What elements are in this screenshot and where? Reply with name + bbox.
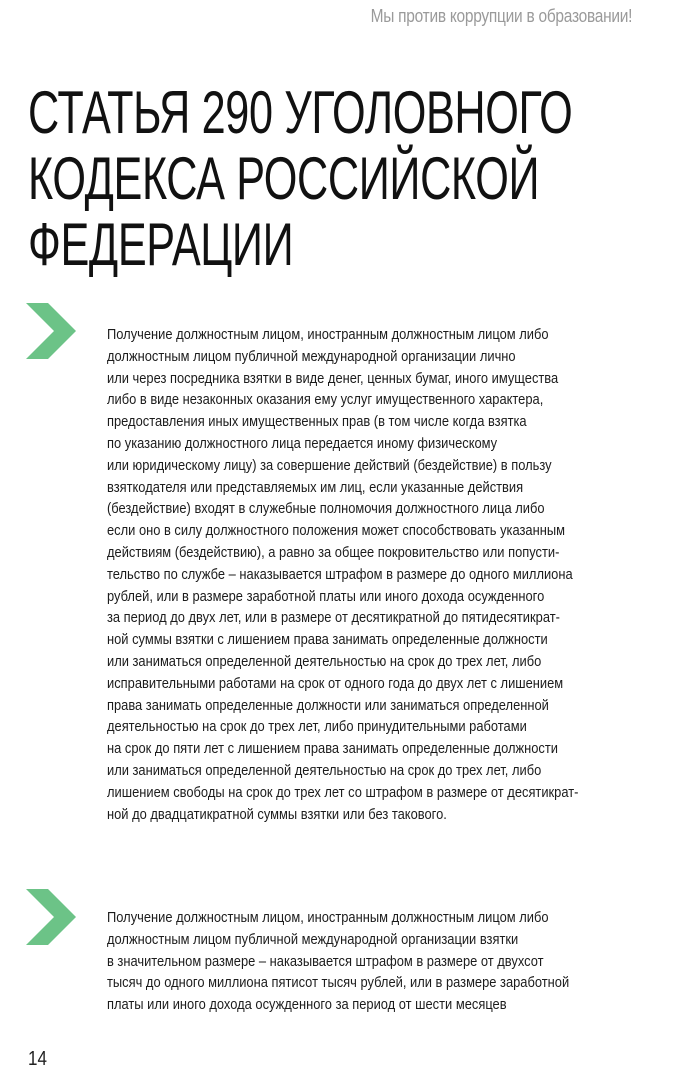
paragraph-line: взяткодателя или представляемых им лиц, если указанные действия [107,478,524,496]
article-paragraph-2 [107,907,647,1016]
paragraph-line: платы или иного дохода осужденного за период от шести месяцев [107,996,507,1014]
paragraph-line: Получение должностным лицом, иностранным должностным лицом либо [107,909,549,926]
paragraph-line: действиям (бездействию), а равно за общее покровительство или попусти- [107,543,560,561]
paragraph-line: ной суммы взятки с лишением права занимать определенные должности [107,631,548,649]
paragraph-line: по указанию должностного лица передается иному физическому [107,434,498,452]
header-slogan: Мы против коррупции в образовании! [370,6,632,26]
paragraph-line: в значительном размере – наказывается штрафом в размере от двухсот [107,952,544,970]
paragraph-line: либо в виде незаконных оказания ему услуг имущественного характера, [107,391,544,409]
chevron-right-icon [26,303,76,359]
title-line: КОДЕКСА РОССИЙСКОЙ [28,145,540,212]
article-paragraph-1 [107,324,647,825]
title-line: ФЕДЕРАЦИИ [28,211,294,278]
paragraph-line: или заниматься определенной деятельностью на срок до трех лет, либо [107,761,542,779]
paragraph-line: исправительными работами на срок от одного года до двух лет с лишением [107,674,564,692]
paragraph-line: ной до двадцатикратной суммы взятки или без такового. [107,805,447,823]
paragraph-line: рублей, или в размере заработной платы или иного дохода осужденного [107,587,545,605]
paragraph-line: или через посредника взятки в виде денег, ценных бумаг, иного имущества [107,369,559,387]
paragraph-line: должностным лицом публичной международной организации лично [107,347,516,365]
paragraph-line: лишением свободы на срок до трех лет со штрафом в размере от десятикрат- [107,783,579,801]
paragraph-line: тысяч до одного миллиона пятисот тысяч рублей, или в размере заработной [107,974,570,992]
paragraph-line: деятельностью на срок до трех лет, либо принудительными работами [107,718,527,736]
paragraph-line: права занимать определенные должности или заниматься определенной [107,696,549,714]
chevron-right-icon [26,889,76,945]
paragraph-line: тельство по службе – наказывается штрафом в размере до одного миллиона [107,565,573,583]
title-line: СТАТЬЯ 290 УГОЛОВНОГО [28,79,573,146]
paragraph-line: предоставления иных имущественных прав (в том числе когда взятка [107,413,527,431]
page-number: 14 [28,1048,47,1070]
paragraph-line: (бездействие) входят в служебные полномочия должностного лица либо [107,500,545,518]
paragraph-line: Получение должностным лицом, иностранным должностным лицом либо [107,326,549,343]
paragraph-line: или юридическому лицу) за совершение действий (бездействие) в пользу [107,456,552,474]
paragraph-line: на срок до пяти лет с лишением права занимать определенные должности [107,740,558,758]
paragraph-line: должностным лицом публичной международной организации взятки [107,930,519,948]
paragraph-line: если оно в силу должностного положения может способствовать указанным [107,522,565,540]
page-title [28,80,572,278]
paragraph-line: или заниматься определенной деятельностью на срок до трех лет, либо [107,652,542,670]
paragraph-line: за период до двух лет, или в размере от десятикратной до пятидесятикрат- [107,609,560,627]
